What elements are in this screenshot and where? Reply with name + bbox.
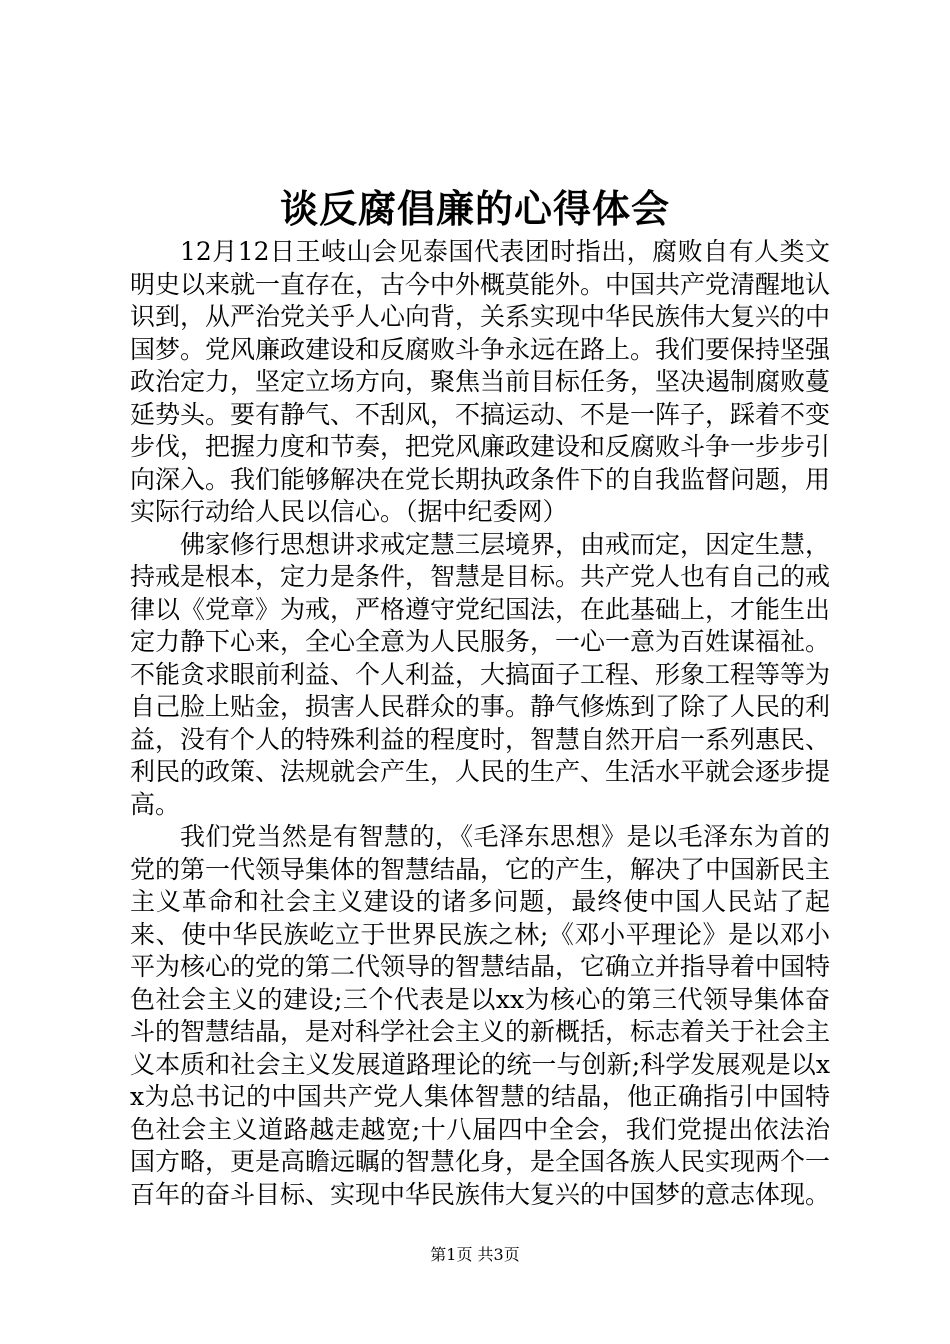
paragraph: 12月12日王岐山会见泰国代表团时指出，腐败自有人类文明史以来就一直存在，古今中外概莫能外。中国共产党清醒地认识到，从严治党关乎人心向背，关系实现中华民族伟大复兴的中国梦。党风廉政建设和反腐败斗争永远在路上。我们要保持坚强政治定力，坚定立场方向，聚焦当前目标任务，坚决遏制腐败蔓延势头。要有静气、不刮风，不搞运动、不是一阵子，踩着不变步伐，把握力度和节奏，把党风廉政建设和反腐败斗争一步步引向深入。我们能够解决在党长期执政条件下的自我监督问题，用实际行动给人民以信心。（据中纪委网） <box>130 237 831 526</box>
document-body <box>130 236 830 1211</box>
page-footer: 第1页 共3页 <box>430 1245 520 1264</box>
paragraph: 我们党当然是有智慧的，《毛泽东思想》是以毛泽东为首的党的第一代领导集体的智慧结晶，它的产生，解决了中国新民主主义革命和社会主义建设的诸多问题，最终使中国人民站了起来、使中华民族屹立于世界民族之林;《邓小平理论》是以邓小平为核心的党的第二代领导的智慧结晶，它确立并指导着中国特色社会主义的建设;三个代表是以xx为核心的第三代领导集体奋斗的智慧结晶，是对科学社会主义的新概括，标志着关于社会主义本质和社会主义发展道路理论的统一与创新;科学发展观是以xx为总书记的中国共产党人集体智慧的结晶，他正确指引中国特色社会主义道路越走越宽;十八届四中全会，我们党提出依法治国方略，更是高瞻远瞩的智慧化身，是全国各族人民实现两个一百年的奋斗目标、实现中华民族伟大复兴的中国梦的意志体现。 <box>130 822 831 1209</box>
paragraph: 佛家修行思想讲求戒定慧三层境界，由戒而定，因定生慧，持戒是根本，定力是条件，智慧是目标。共产党人也有自己的戒律以《党章》为戒，严格遵守党纪国法，在此基础上，才能生出定力静下心来，全心全意为人民服务，一心一意为百姓谋福祉。不能贪求眼前利益、个人利益，大搞面子工程、形象工程等等为自己脸上贴金，损害人民群众的事。静气修炼到了除了人民的利益，没有个人的特殊利益的程度时，智慧自然开启一系列惠民、利民的政策、法规就会产生，人民的生产、生活水平就会逐步提高。 <box>130 529 831 819</box>
page-title: 谈反腐倡廉的心得体会 <box>279 186 670 231</box>
